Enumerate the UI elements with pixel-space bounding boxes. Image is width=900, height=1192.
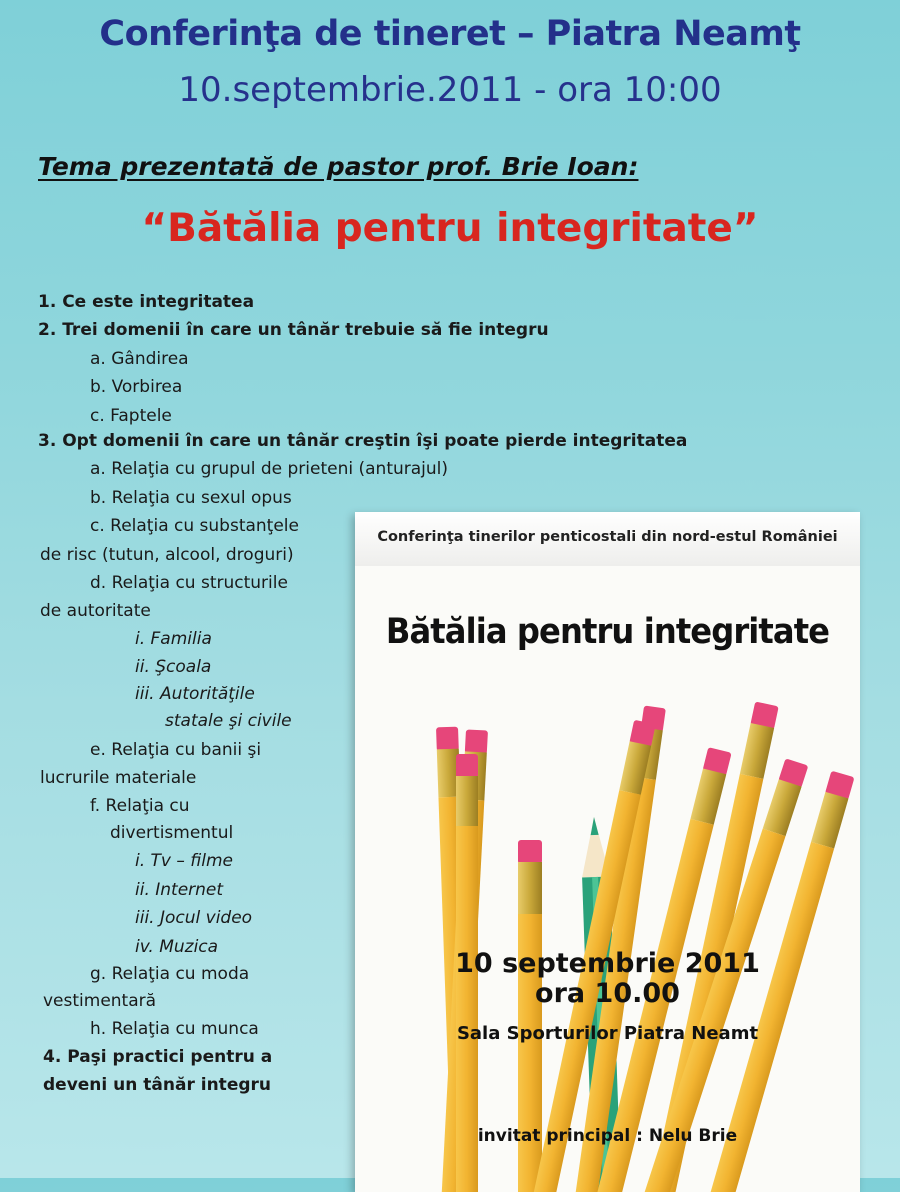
outline-item: a. Relaţia cu grupul de prieteni (anturajul) bbox=[90, 459, 449, 479]
poster-guest: invitat principal : Nelu Brie bbox=[477, 1126, 738, 1146]
conference-poster bbox=[355, 512, 860, 1192]
outline-item: i. Familia bbox=[135, 629, 212, 649]
outline-item: ii. Internet bbox=[135, 880, 224, 900]
poster-date: 10 septembrie 2011 bbox=[455, 948, 760, 979]
outline-item: b. Vorbirea bbox=[90, 377, 183, 397]
outline-item: i. Tv – filme bbox=[135, 851, 234, 871]
outline-item: 3. Opt domenii în care un tânăr creştin îşi poate pierde integritatea bbox=[38, 431, 688, 451]
talk-title: “Bătălia pentru integritate” bbox=[141, 206, 759, 251]
outline-item: 2. Trei domenii în care un tânăr trebuie să fie integru bbox=[38, 320, 549, 340]
outline-item: d. Relaţia cu structurile bbox=[90, 573, 288, 593]
conference-header-title: Conferinţa de tineret – Piatra Neamţ bbox=[99, 14, 801, 54]
outline-item: deveni un tânăr integru bbox=[43, 1075, 271, 1095]
poster-title: Bătălia pentru integritate bbox=[385, 612, 830, 652]
outline-item: divertismentul bbox=[110, 823, 234, 843]
outline-item: b. Relaţia cu sexul opus bbox=[90, 488, 292, 508]
poster-time: ora 10.00 bbox=[535, 978, 680, 1009]
outline-item: a. Gândirea bbox=[90, 349, 189, 369]
outline-item: de risc (tutun, alcool, droguri) bbox=[40, 545, 294, 565]
outline-item: e. Relaţia cu banii şi bbox=[90, 740, 262, 760]
outline-item: iii. Autorităţile bbox=[135, 684, 255, 704]
outline-item: iv. Muzica bbox=[135, 937, 219, 957]
outline-item: iii. Jocul video bbox=[135, 908, 253, 928]
outline-item: c. Relaţia cu substanţele bbox=[90, 516, 299, 536]
outline-item: f. Relaţia cu bbox=[90, 796, 190, 816]
outline-item: statale şi civile bbox=[165, 711, 292, 731]
pencils-illustration-icon bbox=[355, 512, 860, 1192]
outline-item: 4. Paşi practici pentru a bbox=[43, 1047, 273, 1067]
outline-item: lucrurile materiale bbox=[40, 768, 197, 788]
poster-venue: Sala Sporturilor Piatra Neamt bbox=[456, 1023, 759, 1044]
conference-header-date: 10.septembrie.2011 - ora 10:00 bbox=[178, 70, 722, 110]
poster-banner-text: Conferinţa tinerilor penticostali din nord-estul României bbox=[377, 529, 838, 545]
outline-item: 1. Ce este integritatea bbox=[38, 292, 255, 312]
outline-item: h. Relaţia cu munca bbox=[90, 1019, 259, 1039]
outline-item: ii. Şcoala bbox=[135, 657, 212, 677]
outline-item: vestimentară bbox=[43, 991, 157, 1011]
outline-item: de autoritate bbox=[40, 601, 151, 621]
outline-item: g. Relaţia cu moda bbox=[90, 964, 250, 984]
outline-item: c. Faptele bbox=[90, 406, 172, 426]
presentation-subtitle: Tema prezentată de pastor prof. Brie Ioan: bbox=[38, 152, 639, 181]
